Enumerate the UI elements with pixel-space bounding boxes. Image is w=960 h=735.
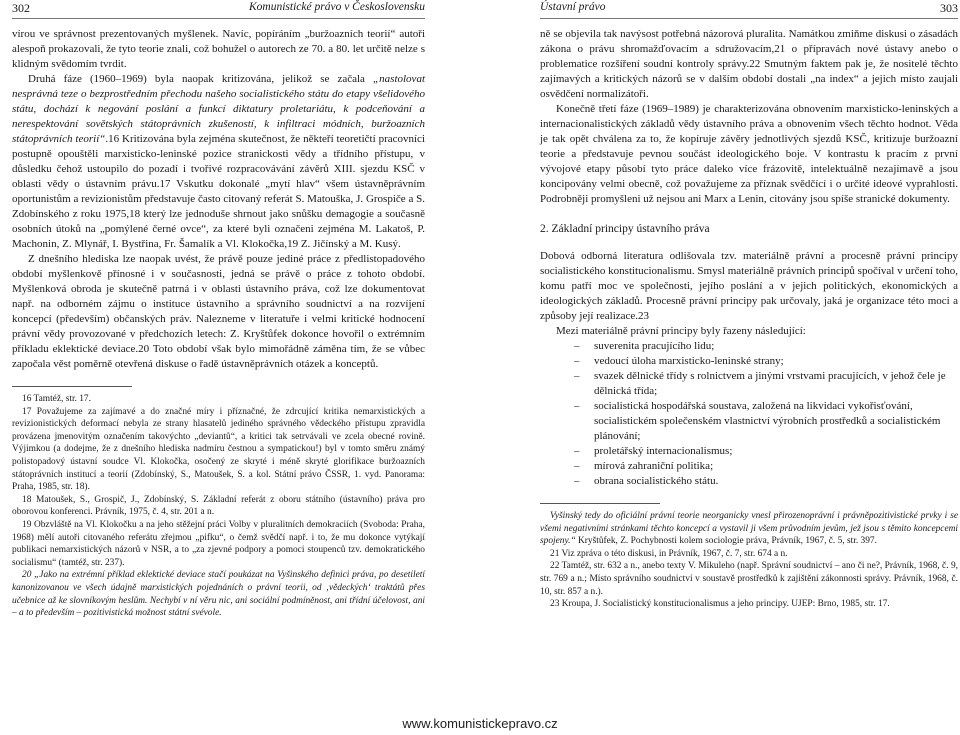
footer-url: www.komunistickepravo.cz [402,716,558,731]
footnote-22: 22 Tamtéž, str. 632 a n., anebo texty V. Mikuleho (např. Správní soudnictví – ano či ne?, Právník, 1968, č. 9, str. 769 a n.; Místo správního soudnictví v soustavě prostředků k zajištění zákonnosti správy. Právník, 1968, č. 10, str. 857 a n.). [540,561,958,597]
left-paragraph-1: vírou ve správnost prezentovaných myšlenek. Navíc, popíráním „buržoazních teorií“ autoři alespoň prokazovali, že tyto teorie znali, což bohužel o autorech ze 70. a 80. let určitě nelze s klidným svědomím tvrdit. [12,28,425,70]
footnote-20-quote-end: Vyšinský tedy do oficiální právní teorie neorganicky vnesl přirozenoprávní i právněpozitivistické prvky i se všemi negativními stránkami těchto koncepcí a vystavil ji všem průvodním jevům, jež jsou s těmito koncepcemi spojeny.“ [540,511,958,547]
right-paragraph-2: Konečně třetí fáze (1969–1989) je charakterizována obnovením marxisticko-leninských a internacionalistických základů vědy ústavního práva a obnovením všech těchto hodnot. Věda je tak opět chválena za to, že kopíruje závěry jednotlivých sjezdů KSČ, kritizuje buržoazní teorie a představuje pevnou součást ideologického boje. V kontrastu k pracím z první vývojové etapy působí tyto práce daleko více frázovitě, intelektuálně nezajímavě a jsou koncipovány velmi obecně, což považujeme za příznak svědčící i o určité ideové vyprahlosti. Podrobněji promyšleni už nejsou ani Marx a Lenin, citovány jsou spíše stranické dokumenty. [540,103,958,205]
footnote-separator [540,503,660,504]
footnote-20: 20 „Jako na extrémní příklad eklektické deviace stačí poukázat na Vyšinského definici práva, po desetiletí kanonizovanou ve všech údajně marxistických pojednáních o právní teorii, od ‚vědeckých‘ traktátů přes učebnice až ke slovníkovým heslům. Nechybí v ní věru nic, ani sociální podmíněnost, ani třídní účelovost, ani – a to především – pozitivistická možnost státní svévole. [12,570,425,619]
footnote-20-citation: Kryštůfek, Z. Pochybnosti kolem sociologie práva, Právník, 1967, č. 5, str. 397. [575,536,877,547]
list-item: – suverenita pracujícího lidu; [594,339,958,354]
footnote-16: 16 Tamtéž, str. 17. [22,394,91,404]
list-item: – mírová zahraniční politika; [594,459,958,474]
right-running-header [540,0,958,19]
right-running-title: Ústavní právo [540,1,606,13]
list-item: – proletářský internacionalismus; [594,444,958,459]
list-item: – socialistická hospodářská soustava, založená na likvidaci vykořisťování, socialistickém společenském vlastnictví výrobních prostředků a socialistickém plánování; [594,399,958,444]
footnote-19: 19 Obzvláště na Vl. Klokočku a na jeho stěžejní práci Volby v pluralitních demokraciích (Svoboda: Praha, 1968) mělí autoři citovaného referátu zřejmou „pifku“, o čemž svědčí např. i to, že mu dokonce vytýkají publikaci nemarxistických názorů v NSR, a to „za zjevné podpory a pomoci stoupenců tzv. demokratického socialismu“ (tamtéž, str. 237). [12,519,425,568]
footnote-21: 21 Viz zpráva o této diskusi, in Právník, 1967, č. 7, str. 674 a n. [550,548,788,559]
left-paragraph-3: Z dnešního hlediska lze naopak uvést, že právě pouze jediné práce z předlistopadového období myšlenkově přínosné i v současnosti, jedná se právě o práce z tohoto období. Myšlenková obroda je skutečně patrná i v oblasti ústavního práva, což lze dokumentovat např. na odborném zájmu o instituce ústavního a správního soudnictví a na rozvíjení koncepcí (především) občanských práv. Nalezneme v literatuře i velmi kritické hodnocení právní vědy provozované v předchozích letech: Z. Kryštůfek dokonce hovořil o extrémním příkladu eklektické deviace.20 Toto období však bylo mimořádně záměna tím, že se vůbec započala věst poměrně otevřená diskuse o řadě ústavněprávních otázek a konceptů. [12,253,425,370]
footnote-23: 23 Kroupa, J. Socialistický konstitucionalismus a jeho principy. UJEP: Brno, 1985, str. 17. [550,599,890,610]
right-page-number: 303 [940,1,958,15]
footnote-17: 17 Považujeme za zajímavé a do značné míry i příznačné, že zdrcující kritika nemarxistických a revizionistických deformací nebyla ze strany hlasatelů jediného správného vědeckého přístupu zpravidla provázena jmenovitým označením takovýchto „deviantů“, a kritici tak setrvávali ve zcela obecné rovině. Výjimkou (a dodejme, že z dnešního hlediska nadmíru čestnou a sympatickou!) byl v tomto směru známý polistopadový ústavní soudce Vl. Klokočka, osočený ze skryté i méně skryté glorifikace buržoazních státoprávních institucí a teorií (Zdobínský, S., Matoušek, S. a kol. Státní právo ČSSR, 1. vyd. Panorama: Praha, 1985, str. 18). [12,406,425,493]
list-item: – obrana socialistického státu. [594,474,958,489]
left-paragraph-2 [12,72,425,252]
left-running-header [12,0,425,19]
left-body-text [12,27,425,620]
list-item: – vedoucí úloha marxisticko-leninské strany; [594,354,958,369]
right-paragraph-1: ně se objevila tak navýsost potřebná názorová pluralita. Namátkou zmiňme diskusi o zásadách zákona o právu shromažďovacím a sdružovacím,21 o přípravách nové ústavy anebo o problematice rozšíření soudní kontroly správy.22 Smutným faktem pak je, že nositelé těchto zajímavých a kritických názorů se v dalším období dostali „na index“ a jejich místo zaujali osvědčení normalizátoři. [540,28,958,100]
right-footnotes [540,510,958,611]
right-page [540,0,958,735]
section-heading: 2. Základní principy ústavního práva [540,223,710,235]
principles-list [540,339,958,489]
left-page-number: 302 [12,1,30,15]
footnote-separator [12,386,132,387]
right-body-text [540,27,958,611]
left-paragraph-2-rest: .16 Kritizována byla zejména skutečnost, že někteří teoretičtí pracovníci postupně opouštěli marxisticko-leninské pozice stranickosti vědy a třídního přístupu, v důsledku čehož ustoupilo do pozadí i tvořivé rozpracovávání závěrů XIII. sjezdu KSČ v oblasti vědy o ústavním právu.17 Vskutku dokonalé „mytí hlav“ všem ústavněprávním oportunistům a revizionistům představuje často citovaný referát S. Matouška, J. Grospiče a S. Zdobínského z roku 1975,18 který lze jednoduše shrnout jako snůšku demagogie a současně osobních útoků na „pomýlené černé ovce“, za které byli označeni zejména M. Lakatoš, P. Machonin, Z. Mlynář, I. Bystřina, Fr. Šamalík a Vl. Klokočka,19 Z. Jičínský a M. Kusý. [12,133,425,250]
left-paragraph-2-start: Druhá fáze (1960–1969) byla naopak kritizována, jelikož se začala [28,73,374,85]
right-paragraph-4: Mezi materiálně právní principy byly řazeny následující: [556,325,806,337]
left-footnotes [12,393,425,620]
left-running-title: Komunistické právo v Československu [249,1,425,13]
left-page [12,0,425,735]
right-paragraph-3: Dobová odborná literatura odlišovala tzv. materiálně právní a procesně právní principy socialistického konstitucionalismu. Smysl materiálně právních principů spočíval v určení toho, komu patří moc ve společnosti, jejího poslání a v jejich politických, ekonomických a ideologických základů. Procesně právní principy pak určovaly, jaká je organizace této moci a způsoby její realizace.23 [540,250,958,322]
list-item: – svazek dělnické třídy s rolnictvem a jinými vrstvami pracujících, v jehož čele je dělnická třída; [594,369,958,399]
footnote-18: 18 Matoušek, S., Grospič, J., Zdobínský, S. Základní referát z oboru státního (ústavního) práva pro oborovou konferenci. Právník, 1975, č. 4, str. 201 a n. [12,494,425,518]
footnote-20-continuation [540,510,958,548]
left-paragraph-2-quote: „nastolovat nesprávná teze o bezprostředním přechodu našeho socialistického státu do etapy všelidového státu, dochází k negování poslání a funkcí diktatury proletariátu, k podceňování a nerespektování sovětských státoprávních zkušeností, k infiltraci módních, buržoazních státoprávních teorií“ [12,73,425,145]
